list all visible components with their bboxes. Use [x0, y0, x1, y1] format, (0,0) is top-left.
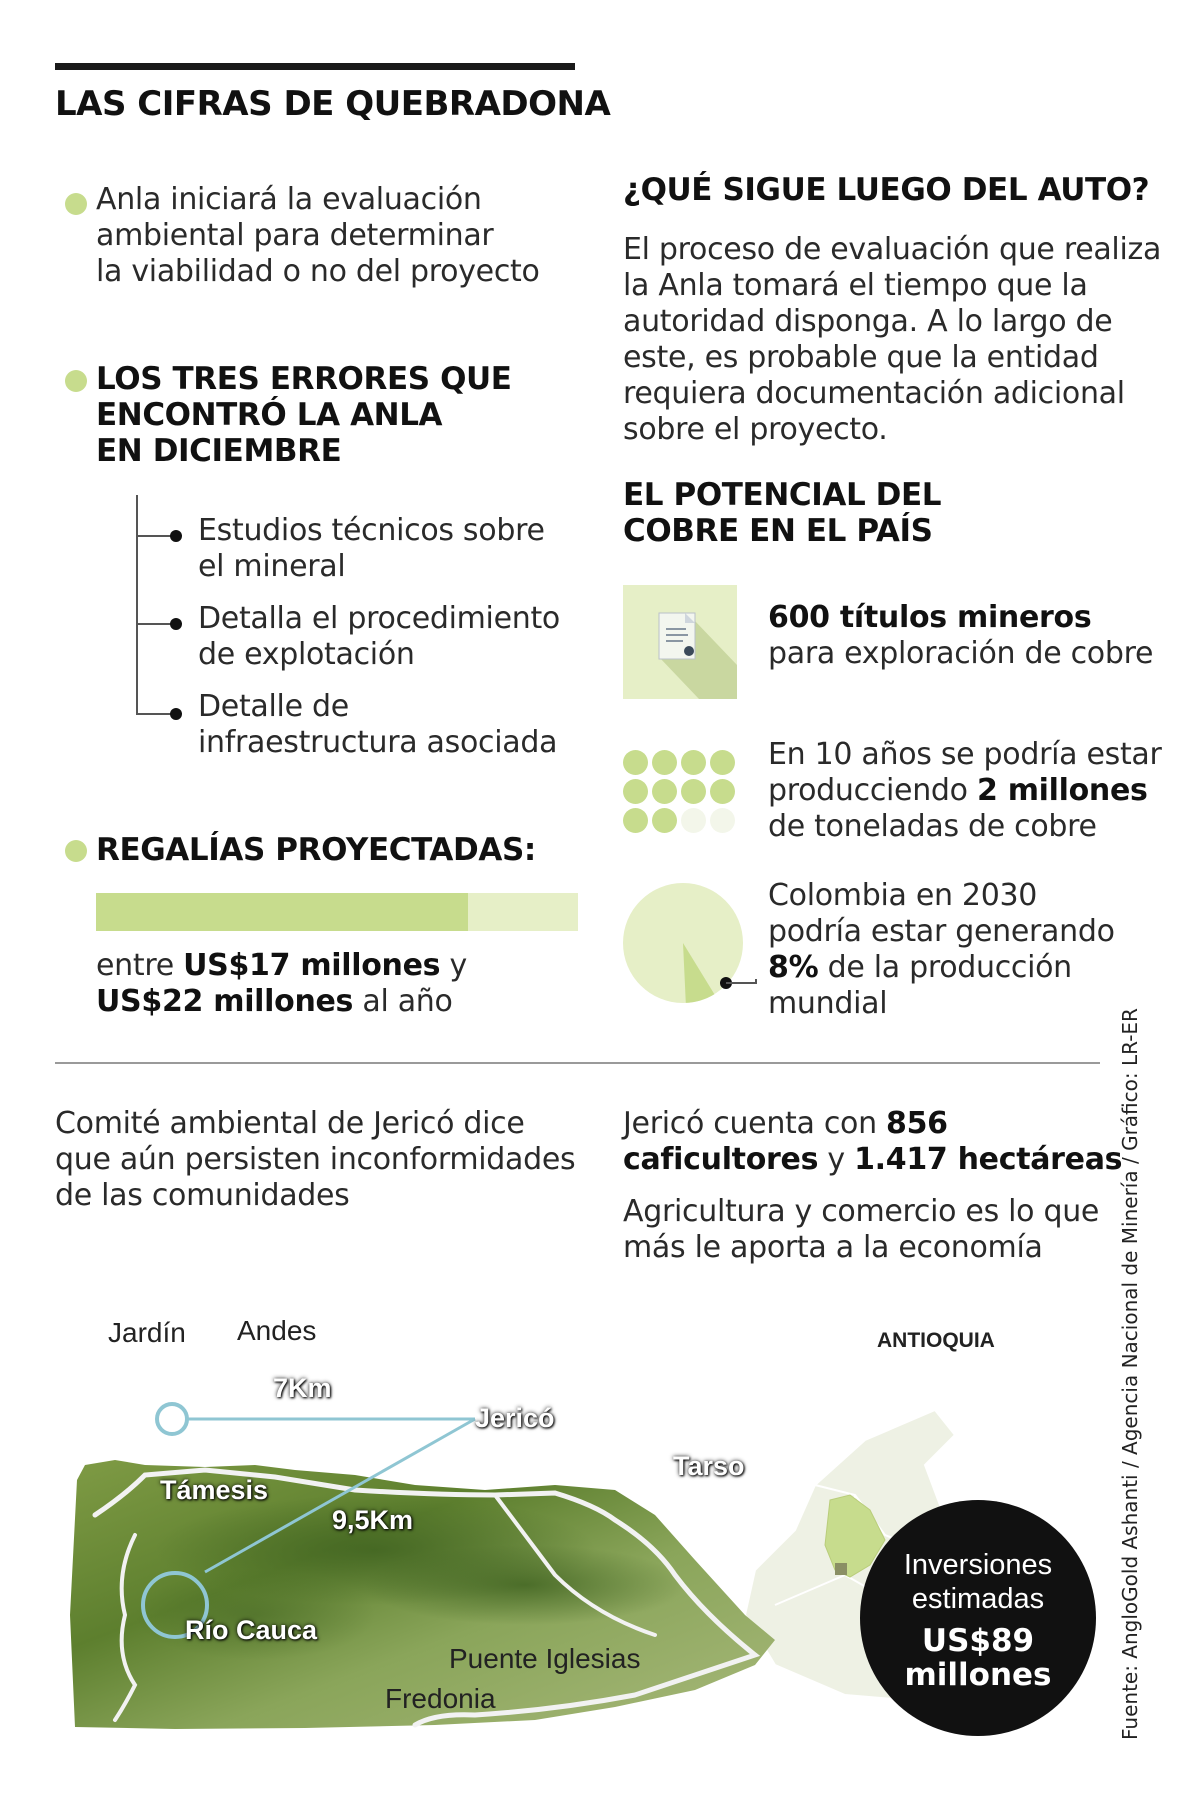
- production-dot: [652, 808, 677, 833]
- errors-heading: [96, 361, 512, 469]
- text-line: la viabilidad o no del proyecto: [96, 254, 540, 289]
- text-line: infraestructura asociada: [198, 725, 558, 760]
- error-item: [198, 689, 557, 761]
- royalties-bar: [96, 893, 578, 931]
- production-dot: [623, 750, 648, 775]
- text-line: ambiental para determinar: [96, 218, 494, 253]
- bullet-icon: [170, 530, 182, 542]
- document-icon: [623, 585, 737, 699]
- text-line: Detalle de: [198, 689, 349, 724]
- text-line: el mineral: [198, 549, 346, 584]
- document-icon-box: [623, 585, 737, 699]
- error-item: [198, 513, 545, 585]
- royalties-text: entre US$17 millones y US$22 millones al año: [96, 948, 467, 1019]
- place-label: Jericó: [475, 1403, 555, 1433]
- bullet-icon: [65, 193, 87, 215]
- heading-line: EL POTENCIAL DEL: [623, 477, 942, 513]
- production-dot: [681, 779, 706, 804]
- bullet-icon: [170, 618, 182, 630]
- stat-production: En 10 años se podría estar producciendo 2 millones de toneladas de cobre: [768, 737, 1162, 844]
- production-dot: [710, 779, 735, 804]
- text-line: Anla iniciará la evaluación: [96, 182, 482, 217]
- potential-heading: [623, 477, 941, 549]
- stat-world-share: Colombia en 2030 podría estar generando 8% de la producción mundial: [768, 878, 1115, 1021]
- tree-line: [136, 495, 138, 715]
- bullet-icon: [65, 370, 87, 392]
- production-dot: [710, 808, 735, 833]
- bullet-icon: [65, 840, 87, 862]
- text-line: Detalla el procedimiento: [198, 601, 560, 636]
- text-line: Estudios técnicos sobre: [198, 513, 545, 548]
- bullet-icon: [170, 708, 182, 720]
- committee-text: Comité ambiental de Jericó dice que aún persisten inconformidades de las comunidades: [55, 1106, 576, 1213]
- distance-label: 7Km: [273, 1373, 332, 1403]
- text-line: El proceso de evaluación que realiza: [623, 232, 1162, 267]
- heading-line: COBRE EN EL PAÍS: [623, 513, 933, 549]
- next-heading: ¿QUÉ SIGUE LUEGO DEL AUTO?: [623, 172, 1150, 208]
- error-item: [198, 601, 560, 673]
- place-label: Támesis: [160, 1475, 269, 1505]
- place-label: Tarso: [673, 1451, 745, 1481]
- place-label: Río Cauca: [185, 1615, 318, 1645]
- production-dot: [623, 779, 648, 804]
- text-line: requiera documentación adicional: [623, 376, 1125, 411]
- production-dot: [623, 808, 648, 833]
- royalties-heading: REGALÍAS PROYECTADAS:: [96, 832, 536, 868]
- stat-titles: 600 títulos mineros para exploración de cobre: [768, 600, 1154, 671]
- next-text: [623, 232, 1161, 448]
- production-dot: [681, 808, 706, 833]
- jerico-text: Jericó cuenta con 856 caficultores y 1.417 hectáreas Agricultura y comercio es lo que más le aporta a la economía: [623, 1106, 1123, 1265]
- page-title: LAS CIFRAS DE QUEBRADONA: [55, 84, 611, 124]
- text-line: autoridad disponga. A lo largo de: [623, 304, 1113, 339]
- place-label: Fredonia: [385, 1683, 496, 1714]
- text-line: de explotación: [198, 637, 415, 672]
- badge-value: US$89 millones: [904, 1623, 1052, 1693]
- tamesis-circle: [157, 1404, 187, 1434]
- section-divider: [55, 1062, 1100, 1064]
- heading-line: ENCONTRÓ LA ANLA: [96, 397, 443, 433]
- region-label: ANTIOQUIA: [877, 1329, 995, 1352]
- evaluation-text: [96, 182, 540, 290]
- heading-line: EN DICIEMBRE: [96, 433, 342, 469]
- heading-line: LOS TRES ERRORES QUE: [96, 361, 512, 397]
- text-line: sobre el proyecto.: [623, 412, 888, 447]
- investment-badge: [860, 1500, 1096, 1736]
- text-line: la Anla tomará el tiempo que la: [623, 268, 1088, 303]
- place-label: Andes: [237, 1315, 317, 1346]
- world-share-pie: [623, 883, 773, 1013]
- jerico-marker: [835, 1563, 847, 1575]
- badge-caption: Inversiones estimadas: [903, 1549, 1053, 1615]
- top-rule: [55, 63, 575, 70]
- text-line: este, es probable que la entidad: [623, 340, 1099, 375]
- production-dot: [710, 750, 735, 775]
- source-credit: Fuente: AngloGold Ashanti / Agencia Nacional de Minería / Gráfico: LR-ER: [1118, 1008, 1142, 1740]
- production-dot: [652, 750, 677, 775]
- distance-label: 9,5Km: [332, 1505, 414, 1535]
- production-dot-grid: [623, 750, 743, 834]
- royalties-bar-fill: [96, 893, 468, 931]
- production-dot: [652, 779, 677, 804]
- production-dot: [681, 750, 706, 775]
- place-label: Jardín: [108, 1317, 186, 1348]
- place-label: Puente Iglesias: [449, 1643, 641, 1674]
